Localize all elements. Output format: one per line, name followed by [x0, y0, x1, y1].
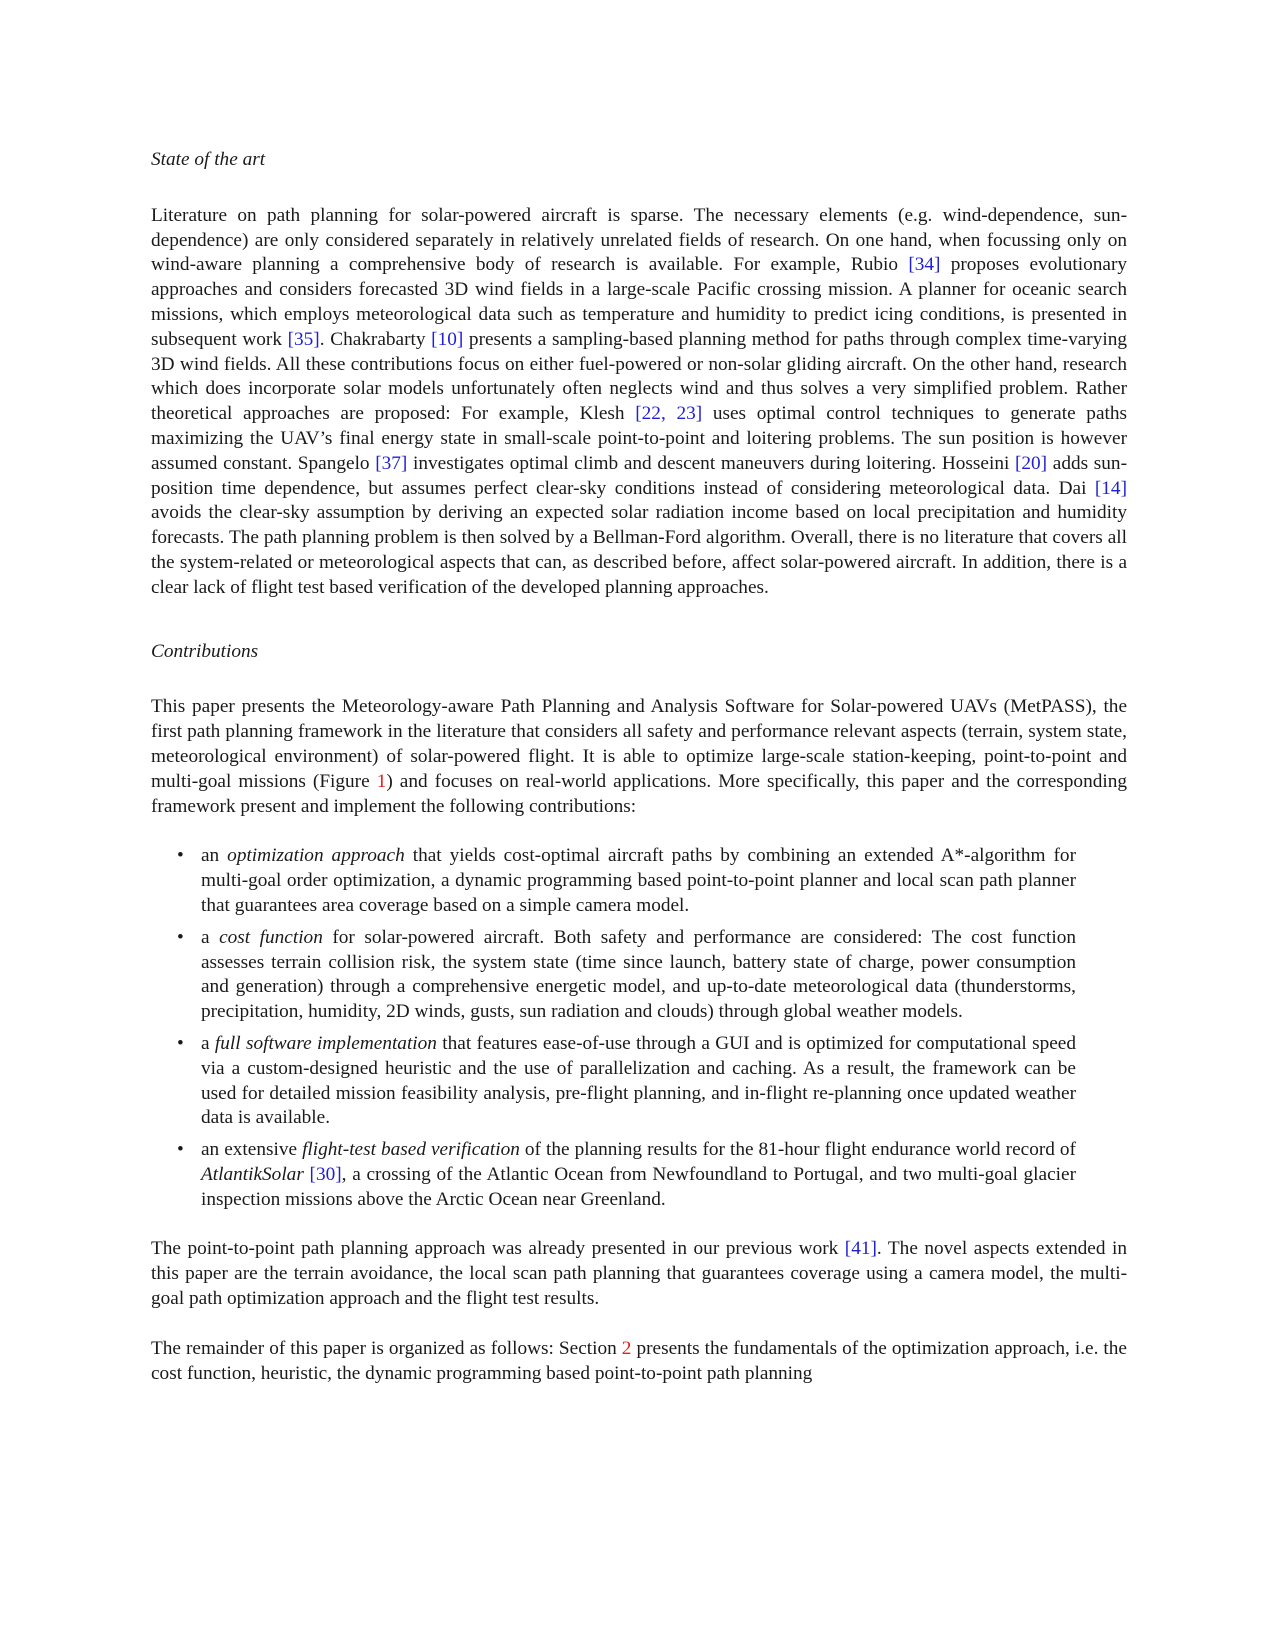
citation-link[interactable]: [14]	[1094, 477, 1127, 499]
section-heading-state-of-the-art: State of the art	[151, 149, 266, 170]
bullet-icon: •	[177, 845, 184, 867]
paragraph-previous-work: The point-to-point path planning approach was already presented in our previous work [41]. The novel aspects extended in this paper are the terrain avoidance, the local scan path planning that guarantees coverage using a camera model, the multi-goal path optimization approach and the flight test results.	[151, 1238, 1127, 1310]
citation-link[interactable]: [10]	[431, 328, 464, 350]
citation-link[interactable]: [35]	[287, 328, 320, 350]
section-heading-contributions: Contributions	[151, 640, 259, 662]
citation-link[interactable]: [34]	[908, 254, 941, 276]
citation-link[interactable]: [22, 23]	[635, 403, 703, 425]
citation-link[interactable]: [37]	[375, 452, 408, 474]
paragraph-contributions-intro: This paper presents the Meteorology-aware Path Planning and Analysis Software for Solar-powered UAVs (MetPASS), the first path planning framework in the literature that considers all safety and performance relevant aspects (terrain, system state, meteorological environment) of solar-powered flight. It is able to optimize large-scale station-keeping, point-to-point and multi-goal missions (Figure 1) and focuses on real-world applications. More specifically, this paper and the corresponding framework present and implement the following contributions:	[151, 696, 1127, 817]
paragraph-state-of-the-art: Literature on path planning for solar-powered aircraft is sparse. The necessary elements (e.g. wind-dependence, sun-dependence) are only considered separately in relatively unrelated fields of research. On one hand, when focussing only on wind-aware planning a comprehensive body of research is available. For example, Rubio [34] proposes evolutionary approaches and considers forecasted 3D wind fields in a large-scale Pacific crossing mission. A planner for oceanic search missions, which employs meteorological data such as temperature and humidity to predict icing conditions, is presented in subsequent work [35]. Chakrabarty [10] presents a sampling-based planning method for paths through complex time-varying 3D wind fields. All these contributions focus on either fuel-powered or non-solar gliding aircraft. On the other hand, research which does incorporate solar models unfortunately often neglects wind and thus solves a very simplified problem. Rather theoretical approaches are proposed: For example, Klesh [22, 23] uses optimal control techniques to generate paths maximizing the UAV’s final energy state in small-scale point-to-point and loitering problems. The sun position is however assumed constant. Spangelo [37] investigates optimal climb and descent maneuvers during loitering. Hosseini [20] adds sun-position time dependence, but assumes perfect clear-sky conditions instead of considering meteorological data. Dai [14] avoids the clear-sky assumption by deriving an expected solar radiation income based on local precipitation and humidity forecasts. The path planning problem is then solved by a Bellman-Ford algorithm. Overall, there is no literature that covers all the system-related or meteorological aspects that can, as described before, affect solar-powered aircraft. In addition, there is a clear lack of flight test based verification of the developed planning approaches.	[151, 204, 1128, 598]
citation-link[interactable]: [20]	[1014, 452, 1048, 474]
figure-link[interactable]: 1	[376, 770, 387, 792]
paragraph-paper-organization: The remainder of this paper is organized as follows: Section 2 presents the fundamentals of the optimization approach, i.e. the cost function, heuristic, the dynamic programming based point-to-point path planning	[151, 1337, 1127, 1384]
list-item: • an optimization approach that yields cost-optimal aircraft paths by combining an extended A*-algorithm for multi-goal order optimization, a dynamic programming based point-to-point planner and local scan path planner that guarantees area coverage based on a simple camera model.	[177, 845, 1076, 916]
list-item: • an extensive flight-test based verification of the planning results for the 81-hour flight endurance world record of AtlantikSolar [30], a crossing of the Atlantic Ocean from Newfoundland to Portugal, and two multi-goal glacier inspection missions above the Arctic Ocean near Greenland.	[177, 1139, 1076, 1210]
paper-page	[151, 148, 1127, 1386]
contributions-list	[177, 844, 1076, 1212]
citation-link[interactable]: [41]	[844, 1238, 877, 1260]
bullet-icon: •	[177, 926, 184, 948]
list-item: • a full software implementation that features ease-of-use through a GUI and is optimized for computational speed via a custom-designed heuristic and the use of parallelization and caching. As a result, the framework can be used for detailed mission feasibility analysis, pre-flight planning, and in-flight re-planning once updated weather data is available.	[177, 1032, 1076, 1129]
bullet-icon: •	[177, 1032, 184, 1054]
bullet-icon: •	[177, 1139, 184, 1161]
citation-link[interactable]: [30]	[309, 1163, 342, 1185]
list-item: • a cost function for solar-powered aircraft. Both safety and performance are considered: The cost function assesses terrain collision risk, the system state (time since launch, battery state of charge, power consumption and generation) through a comprehensive energetic model, and up-to-date meteorological data (thunderstorms, precipitation, humidity, 2D winds, gusts, sun radiation and clouds) through global weather models.	[177, 926, 1076, 1023]
section-link[interactable]: 2	[621, 1337, 632, 1359]
